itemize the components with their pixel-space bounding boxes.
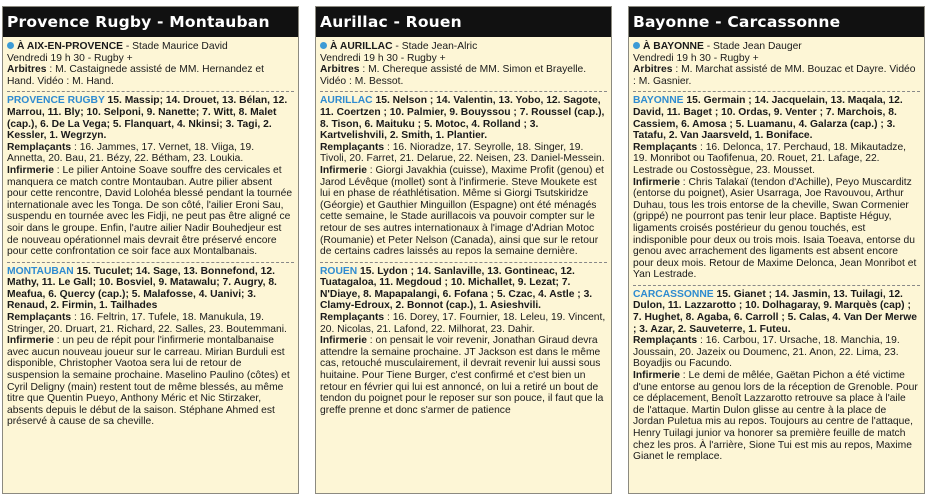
- team-name: AURILLAC: [320, 95, 373, 107]
- injury-label: Infirmerie: [320, 335, 367, 347]
- subs-label: Remplaçants: [320, 141, 385, 153]
- subs-label: Remplaçants: [633, 335, 698, 347]
- subs-text: : 16. Carbou, 17. Ursache, 18. Manchia, 19. Joussain, 20. Jazeix ou Doumenc, 21. Anon, 22. Lima, 23. Boyadjis ou Facundo.: [633, 335, 900, 370]
- team-block-provence: [7, 95, 294, 257]
- team-block-aurillac: [320, 95, 607, 257]
- blue-dot-icon: [633, 42, 640, 49]
- injury-label: Infirmerie: [320, 164, 367, 176]
- subs-label: Remplaçants: [7, 141, 72, 153]
- match-info: [320, 41, 607, 87]
- team-name: ROUEN: [320, 265, 358, 277]
- subs-label: Remplaçants: [7, 312, 72, 324]
- match-title: Aurillac - Rouen: [316, 7, 611, 37]
- injury-label: Infirmerie: [7, 164, 54, 176]
- match-column-aurillac-rouen: [315, 6, 612, 494]
- team-name: PROVENCE RUGBY: [7, 95, 105, 107]
- subs-label: Remplaçants: [633, 141, 698, 153]
- match-column-bayonne-carcassonne: [628, 6, 925, 494]
- injury-text: : Le demi de mêlée, Gaëtan Pichon a été victime d'une entorse au genou lors de la réception de Grenoble. Pour ce déplacement, Benoît Lazzarotto retrouve sa place à l'aile de l'attaque. Martin Dulon glisse au centre à la place de Jordan Puletua mis au repos. Toujours au centre de l'attaque, Henry Tuilagi junior va honorer sa première feuille de match chez les pros. À l'arrière, Sione Tui est mis au repos, Maxime Gianet le remplace.: [633, 370, 918, 463]
- venue-stadium: - Stade Jean-Alric: [392, 41, 478, 52]
- subs-label: Remplaçants: [320, 312, 385, 324]
- team-lineup: 15. Lydon ; 14. Sanlaville, 13. Gontineac, 12. Tuatagaloa, 11. Megdoud ; 10. Michallet, 9. Lezat; 7. N'Diaye, 8. Mapapalangi, 6. Fofana ; 5. Czac, 4. Astle ; 3. Clamy-Edroux, 2. Bonnot (cap.), 1. Asieshvili.: [320, 265, 593, 312]
- venue-stadium: - Stade Maurice David: [123, 41, 228, 52]
- injury-label: Infirmerie: [633, 176, 680, 188]
- subs-text: : 16. Jammes, 17. Vernet, 18. Viiga, 19. Annetta, 20. Bau, 21. Bézy, 22. Bétham, 23. Loukia.: [7, 141, 255, 165]
- referee-label: Arbitres: [633, 64, 673, 76]
- team-name: CARCASSONNE: [633, 288, 714, 300]
- venue-city: À AURILLAC: [330, 41, 393, 52]
- subs-text: : 16. Delonca, 17. Perchaud, 18. Mikautadze, 19. Monribot ou Taofifenua, 20. Rouet, 21. Lafage, 22. Lestrade ou Costossègue, 23. Mousset.: [633, 141, 907, 176]
- divider: [7, 91, 294, 92]
- injury-text: : Chris Talakaï (tendon d'Achille), Peyo Muscarditz (entorse du poignet), Asier Usarraga, Joe Ravouvou, Arthur Duhau, tous les trois entorse de la cheville, Swan Cormenier (grippé) ne pourront pas tenir leur place. Baptiste Héguy, ligaments croisés postérieur du genou touchés, est indisponible pour deux ou trois mois. Isaia Toeava, entorse du genou avec arrachement des ligaments est absent encore pour deux mois. Retour de Maxime Delonca, Jean Monribot et Yan Lestrade.: [633, 176, 917, 281]
- match-datetime: Vendredi 19 h 30 - Rugby +: [320, 52, 446, 64]
- venue-city: À BAYONNE: [643, 41, 704, 52]
- subs-text: : 16. Nioradze, 17. Seyrolle, 18. Singer, 19. Tivoli, 20. Farret, 21. Delarue, 22. Neisen, 23. Daniel-Messein.: [320, 141, 605, 165]
- referee-text: : M. Castaignede assisté de MM. Hernandez et Hand. Vidéo : M. Hand.: [7, 64, 264, 87]
- match-title: Provence Rugby - Montauban: [3, 7, 298, 37]
- blue-dot-icon: [7, 42, 14, 49]
- match-datetime: Vendredi 19 h 30 - Rugby +: [7, 52, 133, 64]
- team-block-montauban: [7, 266, 294, 428]
- match-info: [7, 41, 294, 87]
- referee-label: Arbitres: [320, 64, 360, 76]
- divider: [320, 262, 607, 263]
- blue-dot-icon: [320, 42, 327, 49]
- match-column-provence-montauban: [2, 6, 299, 494]
- team-block-rouen: [320, 266, 607, 417]
- injury-label: Infirmerie: [7, 335, 54, 347]
- referee-text: : M. Chereque assisté de MM. Simon et Brayelle. Vidéo : M. Bessot.: [320, 64, 587, 87]
- match-info: [633, 41, 920, 87]
- injury-text: : Le pilier Antoine Soave souffre des cervicales et manquera ce match contre Montauban. Autre pilier absent pour cette rencontre, David Lolohéa blessé pendant la tournée internationale avec les Tonga. De son côté, l'ailier Eroni Sau, suspendu en tournée avec les Fidji, ne peut pas être aligné ce soir dans le groupe. Enfin, l'autre ailier Nadir Bouhedjeur est de nouveau opérationnel mais devrait être préservé encore pour cette confrontation ce soir face aux Montalbanais.: [7, 164, 293, 258]
- venue-city: À AIX-EN-PROVENCE: [17, 41, 124, 52]
- team-name: MONTAUBAN: [7, 265, 74, 277]
- team-lineup: 15. Massip; 14. Drouet, 13. Bélan, 12. Marrou, 11. Bly; 10. Selponi, 9. Nanette; 7. Witt, 8. Malet (cap.), 6. De La Vega; 5. Flanquart, 4. Nkinsi; 3. Tagi, 2. Kessler, 1. Wegrzyn.: [7, 95, 288, 142]
- team-block-bayonne: [633, 95, 920, 281]
- team-name: BAYONNE: [633, 95, 684, 107]
- match-title: Bayonne - Carcassonne: [629, 7, 924, 37]
- divider: [633, 285, 920, 286]
- injury-label: Infirmerie: [633, 370, 680, 382]
- referee-label: Arbitres: [7, 64, 47, 76]
- team-lineup: 15. Tuculet; 14. Sage, 13. Bonnefond, 12. Mathy, 11. Le Gall; 10. Bosviel, 9. Matawalu; 7. Augry, 8. Meafua, 6. Quercy (cap.); 5. Malafosse, 4. Uanivi; 3. Renaud, 2. Firmin, 1. Tailhades: [7, 265, 277, 312]
- match-datetime: Vendredi 19 h 30 - Rugby +: [633, 52, 759, 64]
- team-block-carcassonne: [633, 289, 920, 463]
- subs-text: : 16. Dorey, 17. Fournier, 18. Leleu, 19. Vincent, 20. Nicolas, 21. Lafond, 22. Milhorat, 23. Dahir.: [320, 312, 606, 335]
- team-lineup: 15. Nelson ; 14. Valentin, 13. Yobo, 12. Sagote, 11. Coertzen ; 10. Palmier, 9. Bouyssou ; 7. Roussel (cap.), 8. Tison, 6. Maituku ; 5. Motoc, 4. Rolland ; 3. Kartvelishvili, 2. Smith, 1. Plantier.: [320, 95, 605, 142]
- injury-text: : on pensait le voir revenir, Jonathan Giraud devra attendre la semaine prochaine. JT Jackson est dans le même cas, retouché musculairement, il devrait revenir lui aussi sous huitaine. Pour Tiene Burger, c'est confirmé et c'est bien un retour en février qui lui est annoncé, on lui a retiré un bout de tendon du poignet pour le reposer sur son pouce, il faut que la greffe prenne et donc s'armer de patience: [320, 335, 604, 416]
- divider: [320, 91, 607, 92]
- divider: [633, 91, 920, 92]
- venue-stadium: - Stade Jean Dauger: [703, 41, 802, 52]
- injury-text: : un peu de répit pour l'infirmerie montalbanaise avec aucun nouveau joueur sur le carreau. Mirian Burduli est disponible, Christopher Vaotoa sera lui de retour de suspension la semaine prochaine. Maselino Paulino (côtes) et Cyril Deligny (main) restent tout de même blessés, au même titre que Quentin Pueyo, Anthony Méric et Nic Stirzaker, absents depuis le début de la saison. Stéphane Ahmed est préservé à cause de sa cheville.: [7, 335, 290, 428]
- subs-text: : 16. Feltrin, 17. Tufele, 18. Manukula, 19. Stringer, 20. Druart, 21. Richard, 22. Salles, 23. Boutemmani.: [7, 312, 287, 335]
- team-lineup: 15. Germain ; 14. Jacquelain, 13. Maqala, 12. David, 11. Baget ; 10. Ordas, 9. Venter ; 7. Marchois, 8. Cassiem, 6. Amosa ; 5. Luamanu, 4. Galarza (cap.) ; 3. Tatafu, 2. Van Jaarsveld, 1. Boniface.: [633, 95, 903, 142]
- referee-text: : M. Marchat assisté de MM. Bouzac et Dayre. Vidéo : M. Gasnier.: [633, 64, 916, 87]
- team-lineup: 15. Gianet ; 14. Jasmin, 13. Tuilagi, 12. Dulon, 11. Lazzarotto ; 10. Dolhagaray, 9. Marquès (cap) ; 7. Hughet, 8. Agaba, 6. Carroll ; 5. Calas, 4. Van Der Merwe ; 3. Azar, 2. Sauveterre, 1. Futeu.: [633, 288, 918, 335]
- injury-text: : Giorgi Javakhia (cuisse), Maxime Profit (genou) et Jarod Lévêque (mollet) sont à l'infirmerie. Steve Moukete est lui en phase de réathlétisation. Même si Giorgi Tsutskiridze (Géorgie) et Gauthier Minguillon (Espagne) ont été ménagés cette semaine, le Stade aurillacois va pouvoir compter sur le retour de ses autres internationaux à l'image d'Adrian Motoc (Roumanie) et Peter Nelson (Canada), ainsi que sur le retour de certains cadres laissés au repos la semaine dernière.: [320, 164, 604, 258]
- divider: [7, 262, 294, 263]
